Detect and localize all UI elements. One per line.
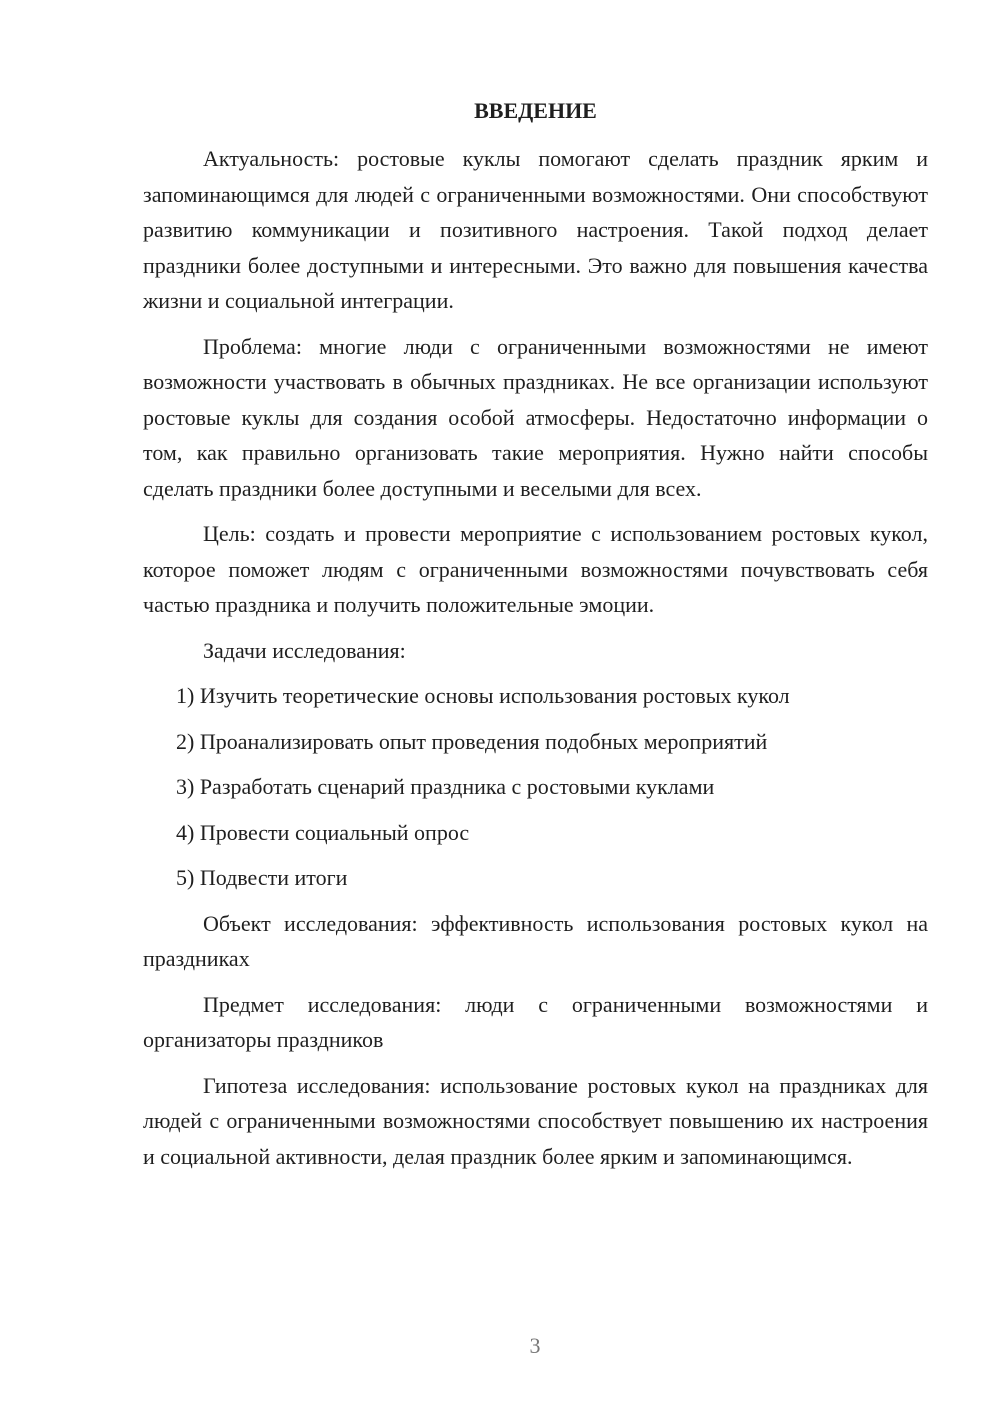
paragraph-goal: Цель: создать и провести мероприятие с использованием ростовых кукол, которое поможет людям с ограниченными возможностями почувствовать себя частью праздника и получить положительные эмоции. bbox=[143, 521, 928, 617]
task-item: 2) Проанализировать опыт проведения подобных мероприятий bbox=[176, 728, 768, 754]
document-body bbox=[143, 141, 928, 1184]
task-item: 1) Изучить теоретические основы использования ростовых кукол bbox=[176, 683, 790, 708]
paragraph-subject: Предмет исследования: люди с ограниченными возможностями и организаторы праздников bbox=[143, 991, 928, 1052]
paragraph-object: Объект исследования: эффективность использования ростовых кукол на праздниках bbox=[143, 910, 928, 971]
page-title: ВВЕДЕНИЕ bbox=[474, 98, 597, 123]
paragraph-problem: Проблема: многие люди с ограниченными возможностями не имеют возможности участвовать в обычных праздниках. Не все организации используют ростовые куклы для создания особой атмосферы. Недостаточно информации о том, как правильно организовать такие мероприятия. Нужно найти способы сделать праздники более доступными и веселыми для всех. bbox=[143, 333, 928, 501]
task-item: 4) Провести социальный опрос bbox=[176, 819, 470, 845]
task-item: 3) Разработать сценарий праздника с ростовыми куклами bbox=[176, 774, 715, 799]
tasks-heading: Задачи исследования: bbox=[203, 637, 406, 663]
paragraph-relevance: Актуальность: ростовые куклы помогают сделать праздник ярким и запоминающимся для людей с ограниченными возможностями. Они способствуют развитию коммуникации и позитивного настроения. Такой подход делает праздники более доступными и интересными. Это важно для повышения качества жизни и социальной интеграции. bbox=[143, 146, 928, 313]
page-number: 3 bbox=[529, 1333, 541, 1358]
paragraph-hypothesis: Гипотеза исследования: использование ростовых кукол на праздниках для людей с ограниченными возможностями способствует повышению их настроения и социальной активности, делая праздник более ярким и запоминающимся. bbox=[143, 1072, 928, 1169]
task-item: 5) Подвести итоги bbox=[176, 865, 348, 890]
